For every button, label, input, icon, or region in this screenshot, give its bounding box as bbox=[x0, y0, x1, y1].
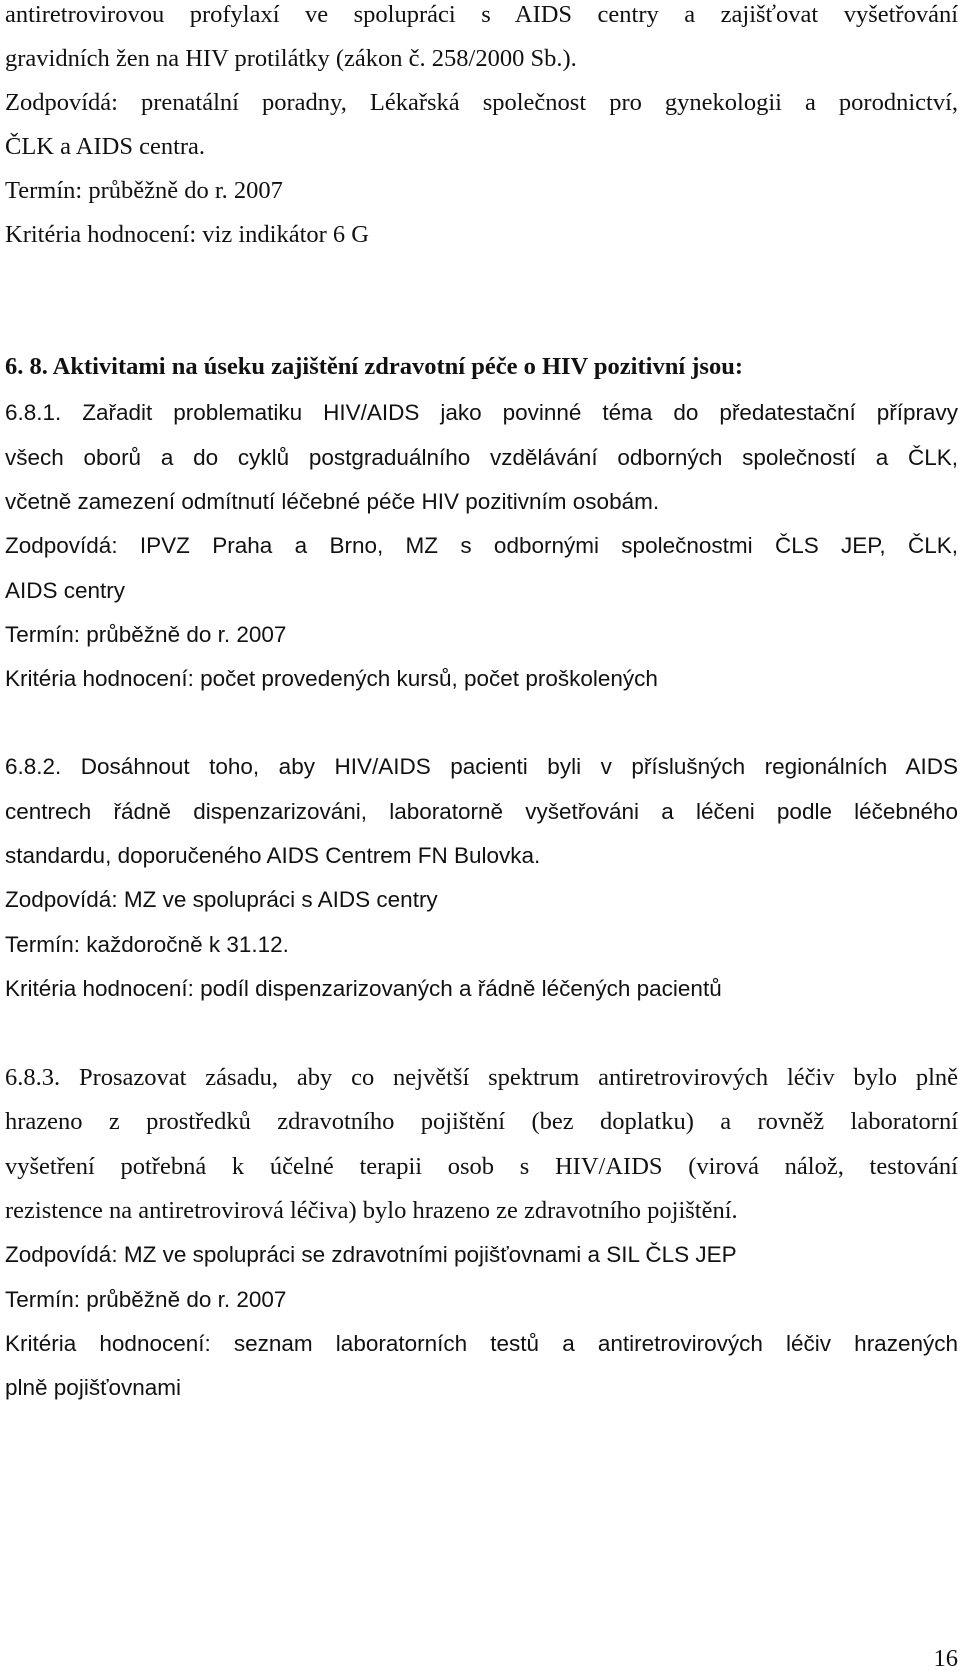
page-number: 16 bbox=[933, 1645, 958, 1672]
item-1-line-1: 6.8.1. Zařadit problematiku HIV/AIDS jako povinné téma do předatestační přípravy bbox=[5, 400, 958, 425]
item-1-criteria: Kritéria hodnocení: počet provedených kursů, počet proškolených bbox=[5, 666, 658, 691]
block-a-deadline: Termín: průběžně do r. 2007 bbox=[5, 177, 283, 204]
block-a-responsible: Zodpovídá: prenatální poradny, Lékařská společnost pro gynekologii a porodnictví, bbox=[5, 89, 958, 116]
item-1-line-2: všech oborů a do cyklů postgraduálního vzdělávání odborných společností a ČLK, bbox=[5, 445, 958, 470]
block-a-line-4: ČLK a AIDS centra. bbox=[5, 133, 206, 160]
document-page bbox=[5, 0, 958, 1678]
item-2-line-3: standardu, doporučeného AIDS Centrem FN Bulovka. bbox=[5, 843, 541, 868]
item-3-line-2: hrazeno z prostředků zdravotního pojištění (bez doplatku) a rovněž laboratorní bbox=[5, 1108, 958, 1135]
item-2-deadline: Termín: každoročně k 31.12. bbox=[5, 932, 289, 957]
item-2-responsible: Zodpovídá: MZ ve spolupráci s AIDS centry bbox=[5, 887, 438, 912]
item-3-line-8: plně pojišťovnami bbox=[5, 1375, 182, 1400]
item-3-line-1: 6.8.3. Prosazovat zásadu, aby co největší spektrum antiretrovirových léčiv bylo plně bbox=[5, 1064, 958, 1091]
item-1-line-5: AIDS centry bbox=[5, 578, 126, 603]
item-1-line-3: včetně zamezení odmítnutí léčebné péče HIV pozitivním osobám. bbox=[5, 489, 660, 514]
item-3-responsible: Zodpovídá: MZ ve spolupráci se zdravotními pojišťovnami a SIL ČLS JEP bbox=[5, 1242, 737, 1267]
block-a-line-1: antiretrovirovou profylaxí ve spolupráci s AIDS centry a zajišťovat vyšetřování bbox=[5, 1, 958, 28]
item-3-line-4: rezistence na antiretrovirová léčiva) bylo hrazeno ze zdravotního pojištění. bbox=[5, 1197, 738, 1224]
block-a-criteria: Kritéria hodnocení: viz indikátor 6 G bbox=[5, 221, 369, 248]
item-2-line-2: centrech řádně dispenzarizováni, laboratorně vyšetřováni a léčeni podle léčebného bbox=[5, 799, 958, 824]
section-heading: 6. 8. Aktivitami na úseku zajištění zdravotní péče o HIV pozitivní jsou: bbox=[5, 353, 743, 380]
item-3-line-3: vyšetření potřebná k účelné terapii osob s HIV/AIDS (virová nálož, testování bbox=[5, 1153, 958, 1180]
item-3-criteria: Kritéria hodnocení: seznam laboratorních testů a antiretrovirových léčiv hrazených bbox=[5, 1331, 958, 1356]
item-3-deadline: Termín: průběžně do r. 2007 bbox=[5, 1287, 287, 1312]
block-a-line-2: gravidních žen na HIV protilátky (zákon č. 258/2000 Sb.). bbox=[5, 45, 577, 72]
item-2-line-1: 6.8.2. Dosáhnout toho, aby HIV/AIDS pacienti byli v příslušných regionálních AIDS bbox=[5, 754, 958, 779]
item-1-responsible: Zodpovídá: IPVZ Praha a Brno, MZ s odbornými společnostmi ČLS JEP, ČLK, bbox=[5, 533, 958, 558]
item-2-criteria: Kritéria hodnocení: podíl dispenzarizovaných a řádně léčených pacientů bbox=[5, 976, 722, 1001]
item-1-deadline: Termín: průběžně do r. 2007 bbox=[5, 622, 287, 647]
